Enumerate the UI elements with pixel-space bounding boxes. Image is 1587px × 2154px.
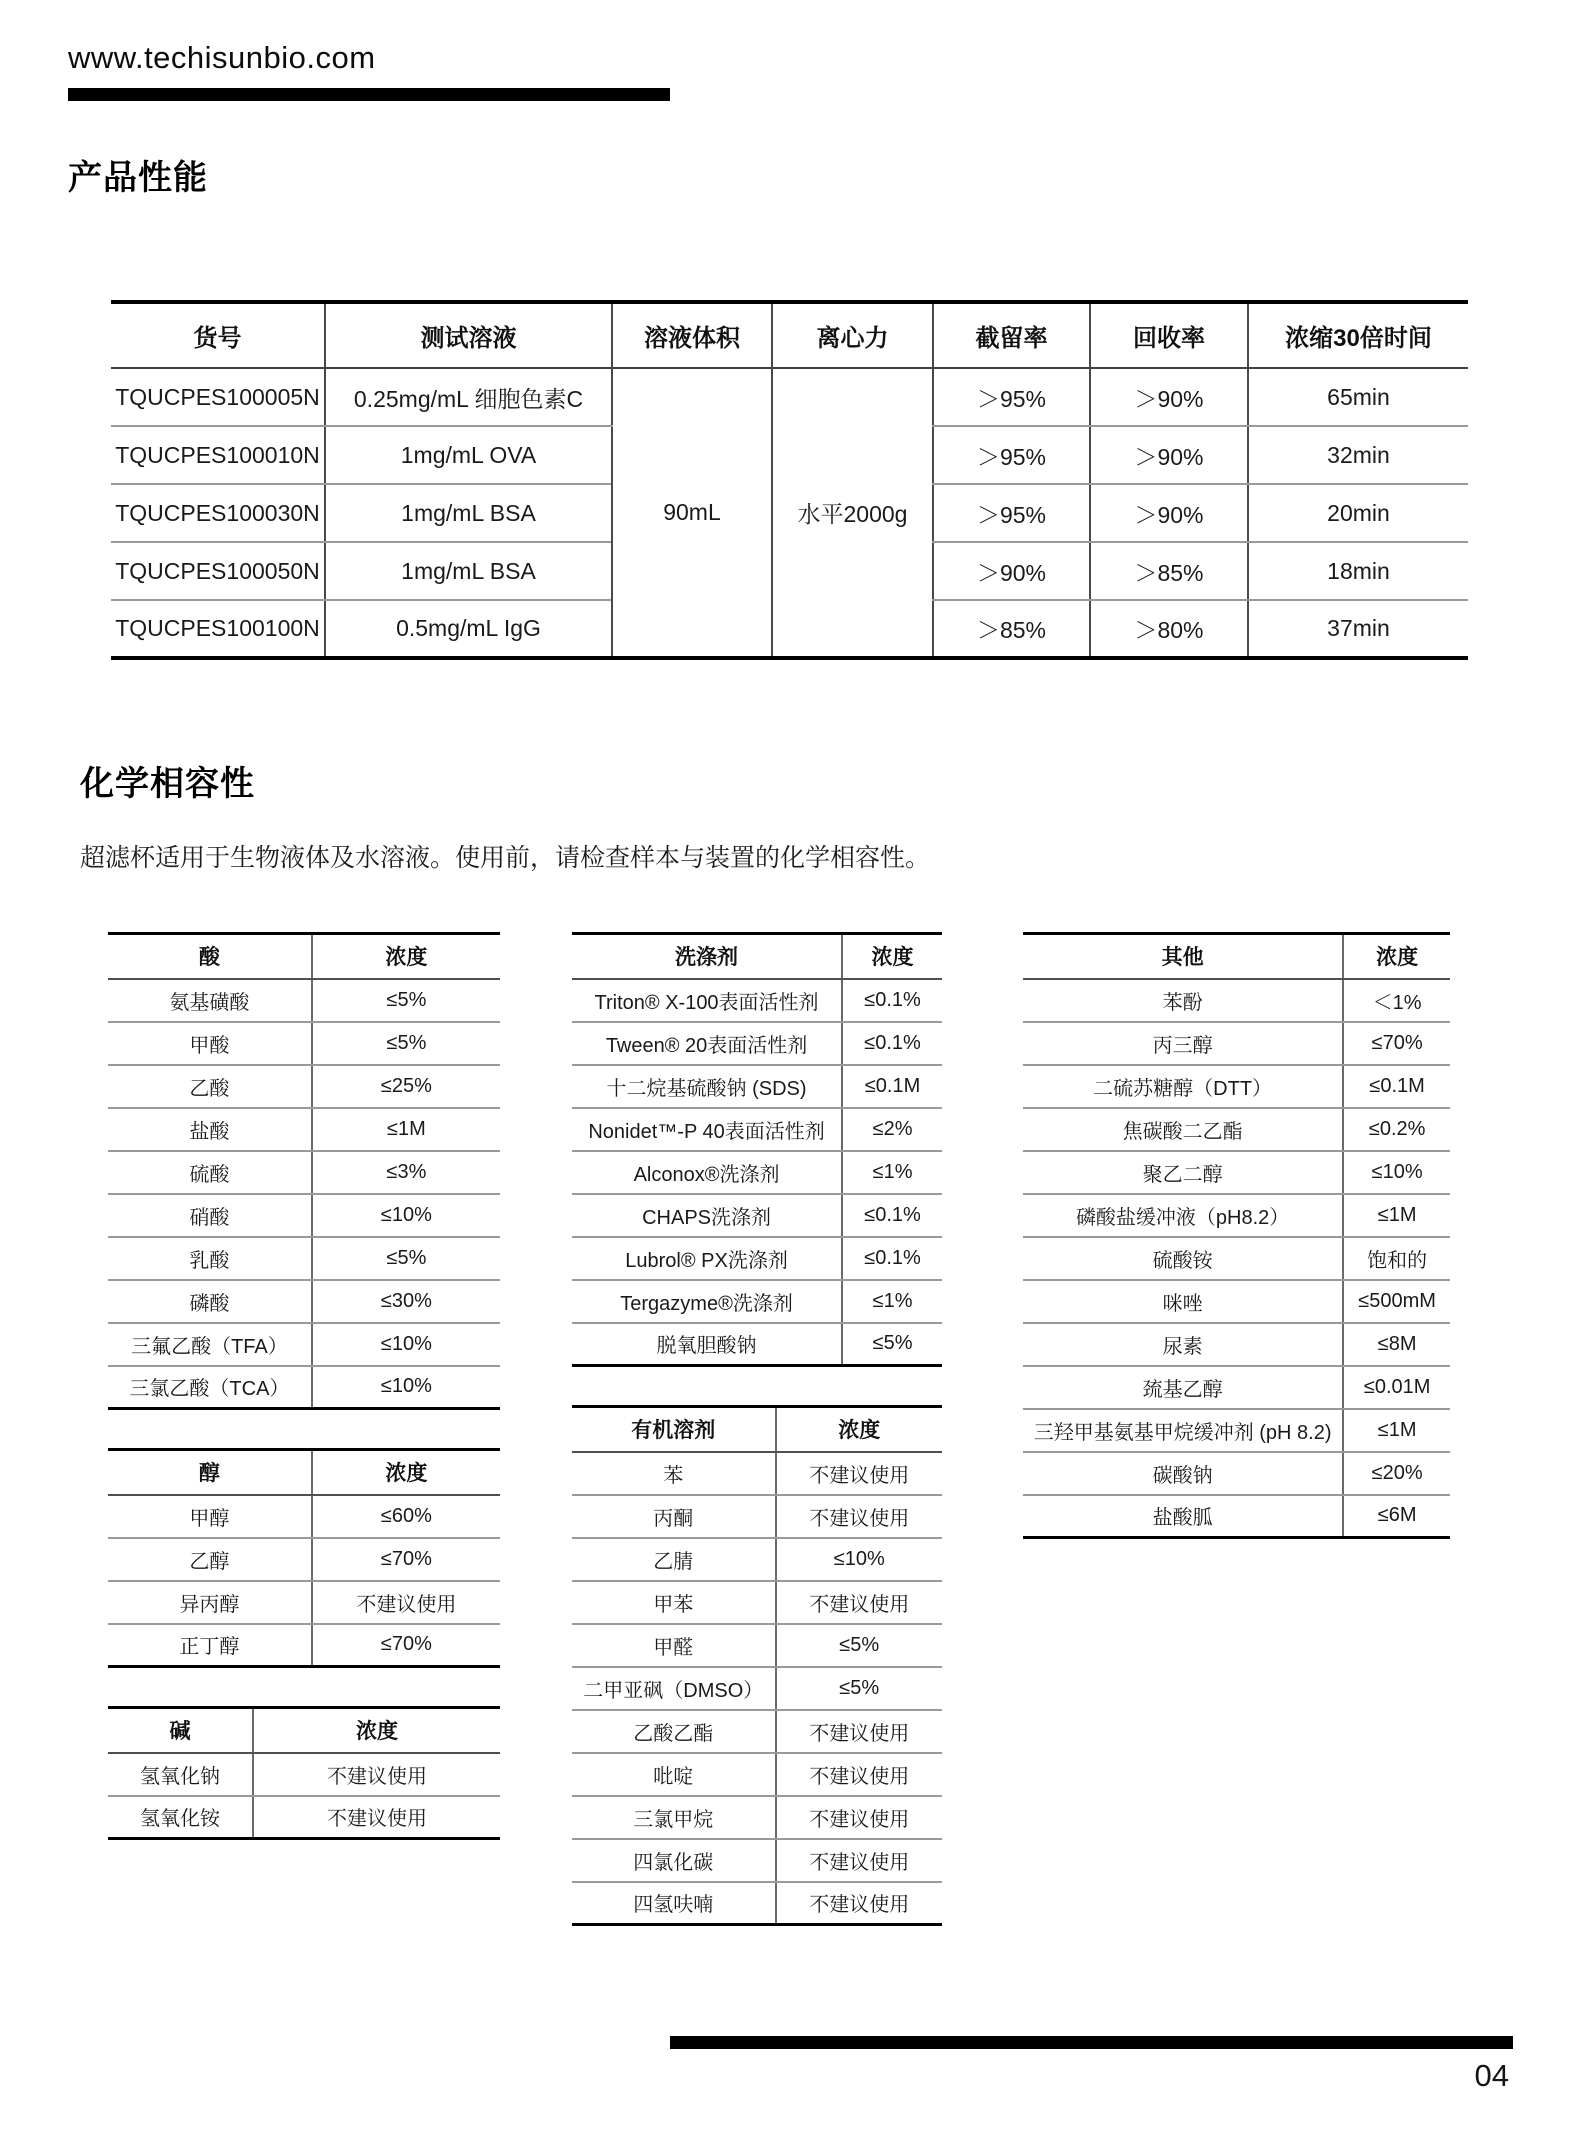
chemical-concentration-cell: ≤2%	[842, 1108, 942, 1151]
chem-row	[108, 1065, 500, 1108]
chemical-concentration-cell: ≤1%	[842, 1280, 942, 1323]
chem-row	[572, 979, 942, 1022]
chem-concentration-header: 浓度	[312, 1450, 500, 1495]
footer-rule-bar	[670, 2036, 1513, 2049]
site-url: www.techisunbio.com	[68, 40, 376, 75]
chem-row	[572, 1581, 942, 1624]
chem-category-header: 洗涤剂	[572, 934, 842, 979]
chemical-name-cell: 丙三醇	[1023, 1022, 1343, 1065]
chem-row	[572, 1151, 942, 1194]
test-solution-cell: 1mg/mL BSA	[325, 542, 612, 600]
chemical-concentration-cell: ≤5%	[776, 1667, 943, 1710]
concentration-time-cell: 65min	[1248, 368, 1468, 426]
bases-table	[108, 1706, 500, 1840]
chemical-name-cell: 甲醇	[108, 1495, 312, 1538]
chemical-name-cell: 苯酚	[1023, 979, 1343, 1022]
alcohols-table	[108, 1448, 500, 1668]
performance-table-head	[111, 302, 1468, 368]
chemical-concentration-cell: ≤0.1%	[842, 1237, 942, 1280]
chem-category-header: 醇	[108, 1450, 312, 1495]
chemical-name-cell: 磷酸盐缓冲液（pH8.2）	[1023, 1194, 1343, 1237]
recovery-rate-cell: ＞85%	[1090, 542, 1248, 600]
chemical-concentration-cell: ≤5%	[776, 1624, 943, 1667]
chem-row	[572, 1624, 942, 1667]
chem-row	[572, 1452, 942, 1495]
chemical-name-cell: 乙酸乙酯	[572, 1710, 776, 1753]
chemical-concentration-cell: ≤1M	[312, 1108, 500, 1151]
chem-row	[1023, 1151, 1450, 1194]
performance-column-header: 货号	[111, 302, 325, 368]
chemical-name-cell: 异丙醇	[108, 1581, 312, 1624]
chem-row	[1023, 1280, 1450, 1323]
chemical-concentration-cell: ≤5%	[312, 1237, 500, 1280]
chemical-concentration-cell: 不建议使用	[776, 1882, 943, 1925]
chemical-concentration-cell: 饱和的	[1343, 1237, 1450, 1280]
chem-row	[1023, 1366, 1450, 1409]
chem-row	[572, 1495, 942, 1538]
chem-row	[108, 1194, 500, 1237]
performance-column-header: 溶液体积	[612, 302, 772, 368]
retention-rate-cell: ＞95%	[933, 484, 1090, 542]
chemical-name-cell: 咪唑	[1023, 1280, 1343, 1323]
chemical-concentration-cell: ≤1M	[1343, 1409, 1450, 1452]
chemical-concentration-cell: ≤10%	[312, 1194, 500, 1237]
chemical-name-cell: 二硫苏糖醇（DTT）	[1023, 1065, 1343, 1108]
chem-row	[108, 1280, 500, 1323]
chem-row	[1023, 1323, 1450, 1366]
chem-row	[572, 1237, 942, 1280]
concentration-time-cell: 32min	[1248, 426, 1468, 484]
chemical-name-cell: 二甲亚砜（DMSO）	[572, 1667, 776, 1710]
chem-column-middle	[572, 932, 942, 1926]
chemical-name-cell: 巯基乙醇	[1023, 1366, 1343, 1409]
chemical-name-cell: 甲酸	[108, 1022, 312, 1065]
concentration-time-cell: 37min	[1248, 600, 1468, 658]
chemical-name-cell: 硝酸	[108, 1194, 312, 1237]
sku-cell: TQUCPES100005N	[111, 368, 325, 426]
chem-row	[1023, 1237, 1450, 1280]
chem-row	[572, 1022, 942, 1065]
chemical-concentration-cell: ＜1%	[1343, 979, 1450, 1022]
recovery-rate-cell: ＞90%	[1090, 484, 1248, 542]
compatibility-intro: 超滤杯适用于生物液体及水溶液。使用前，请检查样本与装置的化学相容性。	[80, 844, 931, 872]
chemical-name-cell: 吡啶	[572, 1753, 776, 1796]
chemical-concentration-cell: ≤8M	[1343, 1323, 1450, 1366]
chemical-concentration-cell: ≤5%	[312, 979, 500, 1022]
performance-column-header: 截留率	[933, 302, 1090, 368]
chemical-name-cell: 氢氧化铵	[108, 1796, 253, 1839]
retention-rate-cell: ＞90%	[933, 542, 1090, 600]
page-number: 04	[1474, 2058, 1509, 2093]
chemical-name-cell: 苯	[572, 1452, 776, 1495]
chemical-name-cell: 硫酸铵	[1023, 1237, 1343, 1280]
chem-row	[572, 1108, 942, 1151]
performance-column-header: 浓缩30倍时间	[1248, 302, 1468, 368]
test-solution-cell: 0.5mg/mL IgG	[325, 600, 612, 658]
chem-row	[1023, 979, 1450, 1022]
chem-row	[572, 1280, 942, 1323]
chemical-concentration-cell: 不建议使用	[776, 1581, 943, 1624]
acids-table	[108, 932, 500, 1410]
chem-row	[1023, 1452, 1450, 1495]
retention-rate-cell: ＞95%	[933, 368, 1090, 426]
chemical-concentration-cell: ≤25%	[312, 1065, 500, 1108]
chem-row	[572, 1323, 942, 1366]
others-table	[1023, 932, 1450, 1539]
chemical-concentration-cell: 不建议使用	[253, 1796, 500, 1839]
chemical-concentration-cell: 不建议使用	[776, 1710, 943, 1753]
chemical-concentration-cell: 不建议使用	[776, 1495, 943, 1538]
chemical-concentration-cell: ≤5%	[842, 1323, 942, 1366]
chem-category-header: 碱	[108, 1708, 253, 1753]
chemical-concentration-cell: 不建议使用	[253, 1753, 500, 1796]
chem-row	[1023, 1409, 1450, 1452]
chem-column-right	[1023, 932, 1450, 1539]
solution-volume-cell: 90mL	[612, 368, 772, 658]
chemical-name-cell: 乙醇	[108, 1538, 312, 1581]
chem-row	[572, 1667, 942, 1710]
chem-row	[1023, 1022, 1450, 1065]
chemical-name-cell: CHAPS洗涤剂	[572, 1194, 842, 1237]
chem-column-left	[108, 932, 500, 1840]
chem-row	[572, 1796, 942, 1839]
chem-row	[108, 1108, 500, 1151]
chemical-name-cell: 三氯甲烷	[572, 1796, 776, 1839]
chemical-name-cell: 四氢呋喃	[572, 1882, 776, 1925]
chemical-name-cell: 正丁醇	[108, 1624, 312, 1667]
chem-row	[108, 1022, 500, 1065]
chem-row	[108, 1366, 500, 1409]
header-rule-bar	[68, 88, 670, 101]
chem-concentration-header: 浓度	[842, 934, 942, 979]
performance-column-header: 测试溶液	[325, 302, 612, 368]
chemical-concentration-cell: ≤6M	[1343, 1495, 1450, 1538]
chem-row	[572, 1194, 942, 1237]
performance-table-body	[111, 368, 1468, 658]
chemical-name-cell: Alconox®洗涤剂	[572, 1151, 842, 1194]
retention-rate-cell: ＞95%	[933, 426, 1090, 484]
chemical-name-cell: Lubrol® PX洗涤剂	[572, 1237, 842, 1280]
chemical-name-cell: 三羟甲基氨基甲烷缓冲剂 (pH 8.2)	[1023, 1409, 1343, 1452]
sku-cell: TQUCPES100050N	[111, 542, 325, 600]
chemical-name-cell: 氢氧化钠	[108, 1753, 253, 1796]
chemical-name-cell: Nonidet™-P 40表面活性剂	[572, 1108, 842, 1151]
chem-row	[572, 1538, 942, 1581]
chem-row	[108, 1538, 500, 1581]
chemical-name-cell: 乳酸	[108, 1237, 312, 1280]
chem-row	[1023, 1194, 1450, 1237]
chem-category-header: 有机溶剂	[572, 1407, 776, 1452]
chem-row	[1023, 1108, 1450, 1151]
chemical-name-cell: 硫酸	[108, 1151, 312, 1194]
chemical-concentration-cell: 不建议使用	[776, 1452, 943, 1495]
chem-row	[572, 1753, 942, 1796]
recovery-rate-cell: ＞80%	[1090, 600, 1248, 658]
chem-row	[108, 979, 500, 1022]
test-solution-cell: 1mg/mL OVA	[325, 426, 612, 484]
chemical-concentration-cell: ≤0.1%	[842, 1194, 942, 1237]
sku-cell: TQUCPES100010N	[111, 426, 325, 484]
chemical-concentration-cell: ≤60%	[312, 1495, 500, 1538]
chemical-name-cell: 脱氧胆酸钠	[572, 1323, 842, 1366]
chemical-concentration-cell: ≤0.1%	[842, 1022, 942, 1065]
test-solution-cell: 0.25mg/mL 细胞色素C	[325, 368, 612, 426]
chem-row	[572, 1065, 942, 1108]
chemical-name-cell: 盐酸	[108, 1108, 312, 1151]
chemical-concentration-cell: ≤20%	[1343, 1452, 1450, 1495]
chemical-concentration-cell: ≤500mM	[1343, 1280, 1450, 1323]
chemical-name-cell: 碳酸钠	[1023, 1452, 1343, 1495]
chemical-name-cell: 聚乙二醇	[1023, 1151, 1343, 1194]
chemical-concentration-cell: ≤30%	[312, 1280, 500, 1323]
chemical-name-cell: 四氯化碳	[572, 1839, 776, 1882]
recovery-rate-cell: ＞90%	[1090, 368, 1248, 426]
chem-row	[108, 1237, 500, 1280]
compatibility-section-title: 化学相容性	[80, 765, 255, 803]
chem-row	[108, 1581, 500, 1624]
chemical-name-cell: Triton® X-100表面活性剂	[572, 979, 842, 1022]
chemical-name-cell: 丙酮	[572, 1495, 776, 1538]
chemical-name-cell: 甲苯	[572, 1581, 776, 1624]
concentration-time-cell: 18min	[1248, 542, 1468, 600]
chemical-concentration-cell: ≤10%	[776, 1538, 943, 1581]
chem-row	[108, 1796, 500, 1839]
chem-row	[108, 1323, 500, 1366]
chem-category-header: 酸	[108, 934, 312, 979]
retention-rate-cell: ＞85%	[933, 600, 1090, 658]
chemical-concentration-cell: ≤70%	[312, 1624, 500, 1667]
chem-row	[572, 1882, 942, 1925]
chem-concentration-header: 浓度	[776, 1407, 943, 1452]
performance-section-title: 产品性能	[68, 159, 208, 197]
chem-row	[108, 1495, 500, 1538]
chemical-name-cell: 十二烷基硫酸钠 (SDS)	[572, 1065, 842, 1108]
chem-row	[108, 1624, 500, 1667]
chem-row	[108, 1753, 500, 1796]
chem-row	[1023, 1065, 1450, 1108]
chem-row	[572, 1839, 942, 1882]
chemical-concentration-cell: ≤10%	[1343, 1151, 1450, 1194]
chemical-concentration-cell: ≤0.1M	[842, 1065, 942, 1108]
performance-row	[111, 368, 1468, 426]
chemical-name-cell: Tween® 20表面活性剂	[572, 1022, 842, 1065]
chemical-concentration-cell: ≤70%	[312, 1538, 500, 1581]
chem-row	[572, 1710, 942, 1753]
chemical-name-cell: 乙腈	[572, 1538, 776, 1581]
chemical-concentration-cell: 不建议使用	[776, 1796, 943, 1839]
chemical-name-cell: 三氟乙酸（TFA）	[108, 1323, 312, 1366]
concentration-time-cell: 20min	[1248, 484, 1468, 542]
chem-category-header: 其他	[1023, 934, 1343, 979]
chemical-concentration-cell: ≤1%	[842, 1151, 942, 1194]
chem-row	[108, 1151, 500, 1194]
chemical-name-cell: 三氯乙酸（TCA）	[108, 1366, 312, 1409]
chemical-concentration-cell: ≤0.2%	[1343, 1108, 1450, 1151]
chemical-concentration-cell: ≤0.1M	[1343, 1065, 1450, 1108]
chem-row	[1023, 1495, 1450, 1538]
performance-column-header: 离心力	[772, 302, 933, 368]
chemical-concentration-cell: 不建议使用	[776, 1839, 943, 1882]
chemical-concentration-cell: ≤5%	[312, 1022, 500, 1065]
chemical-name-cell: 焦碳酸二乙酯	[1023, 1108, 1343, 1151]
chemical-concentration-cell: 不建议使用	[776, 1753, 943, 1796]
performance-table	[111, 300, 1468, 660]
chemical-name-cell: 磷酸	[108, 1280, 312, 1323]
organic-solvents-table	[572, 1405, 942, 1926]
chemical-concentration-cell: ≤70%	[1343, 1022, 1450, 1065]
chemical-concentration-cell: ≤0.1%	[842, 979, 942, 1022]
sku-cell: TQUCPES100030N	[111, 484, 325, 542]
chemical-concentration-cell: ≤3%	[312, 1151, 500, 1194]
recovery-rate-cell: ＞90%	[1090, 426, 1248, 484]
chem-concentration-header: 浓度	[312, 934, 500, 979]
chemical-concentration-cell: ≤1M	[1343, 1194, 1450, 1237]
chemical-name-cell: 盐酸胍	[1023, 1495, 1343, 1538]
chemical-name-cell: Tergazyme®洗涤剂	[572, 1280, 842, 1323]
chemical-name-cell: 甲醛	[572, 1624, 776, 1667]
detergents-table	[572, 932, 942, 1367]
chemical-concentration-cell: ≤10%	[312, 1323, 500, 1366]
chemical-concentration-cell: ≤10%	[312, 1366, 500, 1409]
centrifugal-force-cell: 水平2000g	[772, 368, 933, 658]
performance-column-header: 回收率	[1090, 302, 1248, 368]
chemical-concentration-cell: ≤0.01M	[1343, 1366, 1450, 1409]
chemical-name-cell: 乙酸	[108, 1065, 312, 1108]
chem-concentration-header: 浓度	[1343, 934, 1450, 979]
chemical-concentration-cell: 不建议使用	[312, 1581, 500, 1624]
chemical-name-cell: 氨基磺酸	[108, 979, 312, 1022]
chem-concentration-header: 浓度	[253, 1708, 500, 1753]
sku-cell: TQUCPES100100N	[111, 600, 325, 658]
chemical-name-cell: 尿素	[1023, 1323, 1343, 1366]
test-solution-cell: 1mg/mL BSA	[325, 484, 612, 542]
